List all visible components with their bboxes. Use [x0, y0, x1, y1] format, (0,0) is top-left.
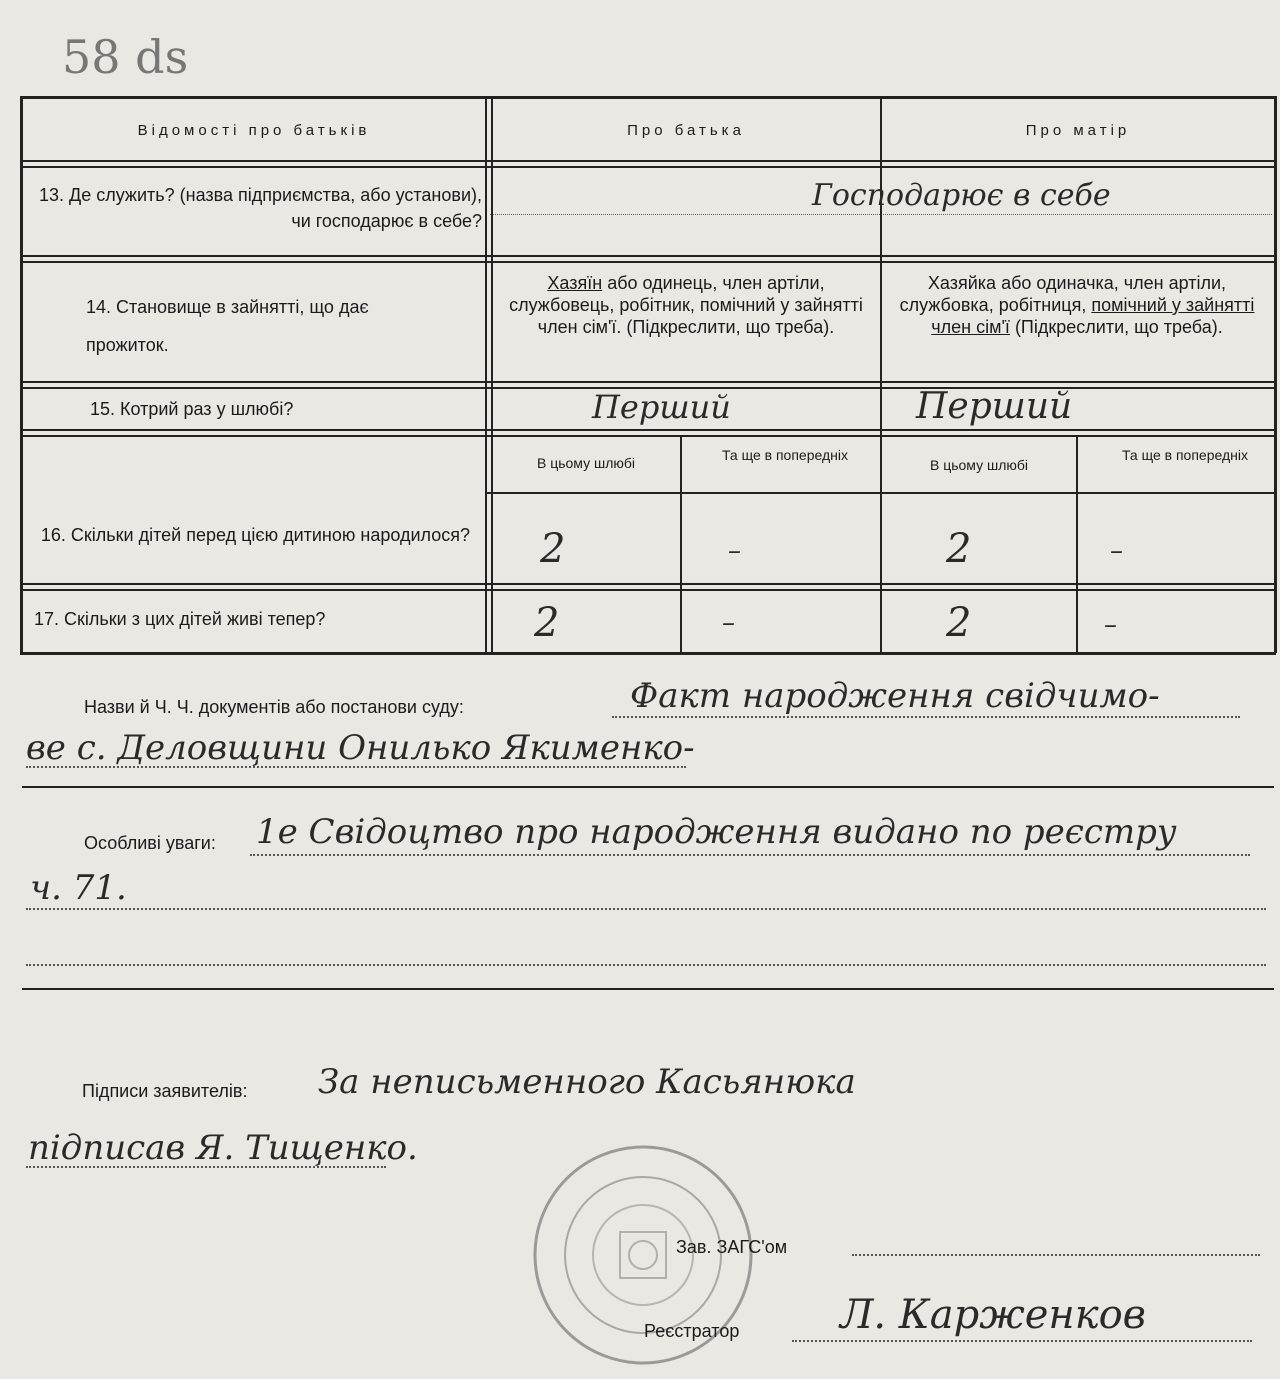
row16-label: 16. Скільки дітей перед цією дитиною народилося?: [40, 525, 470, 545]
header-father-label: Про батька: [627, 122, 745, 139]
remarks-line2: ч. 71.: [30, 868, 127, 908]
row13-value: Господарює в себе: [812, 178, 1111, 213]
signatures-line2: підписав Я. Тищенко.: [28, 1128, 418, 1168]
documents-label: Назви й Ч. Ч. документів або постанови суду:: [84, 697, 464, 717]
registrar-signature: Л. Карженков: [840, 1292, 1146, 1338]
row14-father-rest: або одинець, член артіли, службовець, робітник, помічний у зайнятті член сім'ї. (Підкреслити, що треба).: [509, 273, 863, 337]
row17-mother-this: 2: [946, 600, 972, 646]
row16-father-prev: –: [728, 536, 741, 566]
zags-head-label: Зав. ЗАГС'ом: [676, 1237, 788, 1257]
row14-father-options: [496, 272, 876, 338]
documents-line1: Факт народження свідчимо-: [630, 676, 1160, 716]
header-info-label: Відомості про батьків: [137, 122, 371, 139]
registrar-label: Реєстратор: [644, 1321, 740, 1341]
row17-mother-prev: –: [1104, 610, 1117, 640]
row14-mother-options: [886, 272, 1268, 338]
row15-mother-value: Перший: [916, 386, 1073, 427]
signatures-label: Підписи заявителів:: [82, 1081, 248, 1101]
row14-label: 14. Становище в зайнятті, що дає прожиток.: [86, 297, 369, 355]
header-mother-label: Про матір: [1025, 122, 1131, 139]
documents-line2: ве с. Деловщини Онилько Якименко-: [26, 728, 695, 768]
mother-this-marriage-header: В цьому шлюбі: [929, 457, 1029, 473]
row16-father-this: 2: [540, 526, 566, 572]
row14-mother-underlined: помічний у зайнятті член сім'ї: [931, 295, 1255, 337]
father-previous-header: Та ще в попередніх: [722, 447, 848, 463]
row16-mother-this: 2: [946, 526, 972, 572]
row15-father-value: Перший: [592, 388, 731, 426]
row15-label: 15. Котрий раз у шлюбі?: [90, 399, 294, 419]
remarks-line1: 1е Свідоцтво про народження видано по реєстру: [256, 812, 1177, 852]
row14-father-underlined: Хазяїн: [547, 273, 603, 293]
mother-previous-header: Та ще в попередніх: [1122, 447, 1248, 463]
remarks-label: Особливі уваги:: [84, 833, 216, 853]
row17-label: 17. Скільки з цих дітей живі тепер?: [34, 609, 326, 629]
archive-mark: 58 ds: [62, 30, 189, 84]
row16-mother-prev: –: [1110, 536, 1123, 566]
row17-father-this: 2: [534, 600, 560, 646]
signatures-line1: За неписьменного Касьянюка: [318, 1062, 856, 1102]
father-this-marriage-header: В цьому шлюбі: [536, 455, 636, 471]
row13-label: 13. Де служить? (назва підприємства, або установи), чи господарює в себе?: [38, 185, 482, 231]
row14-mother-part3: (Підкреслити, що треба).: [1014, 317, 1223, 337]
row14-mother-part1: Хазяйка або одиначка, член артіли, службовка, робітниця,: [899, 273, 1227, 315]
row17-father-prev: –: [722, 608, 735, 638]
